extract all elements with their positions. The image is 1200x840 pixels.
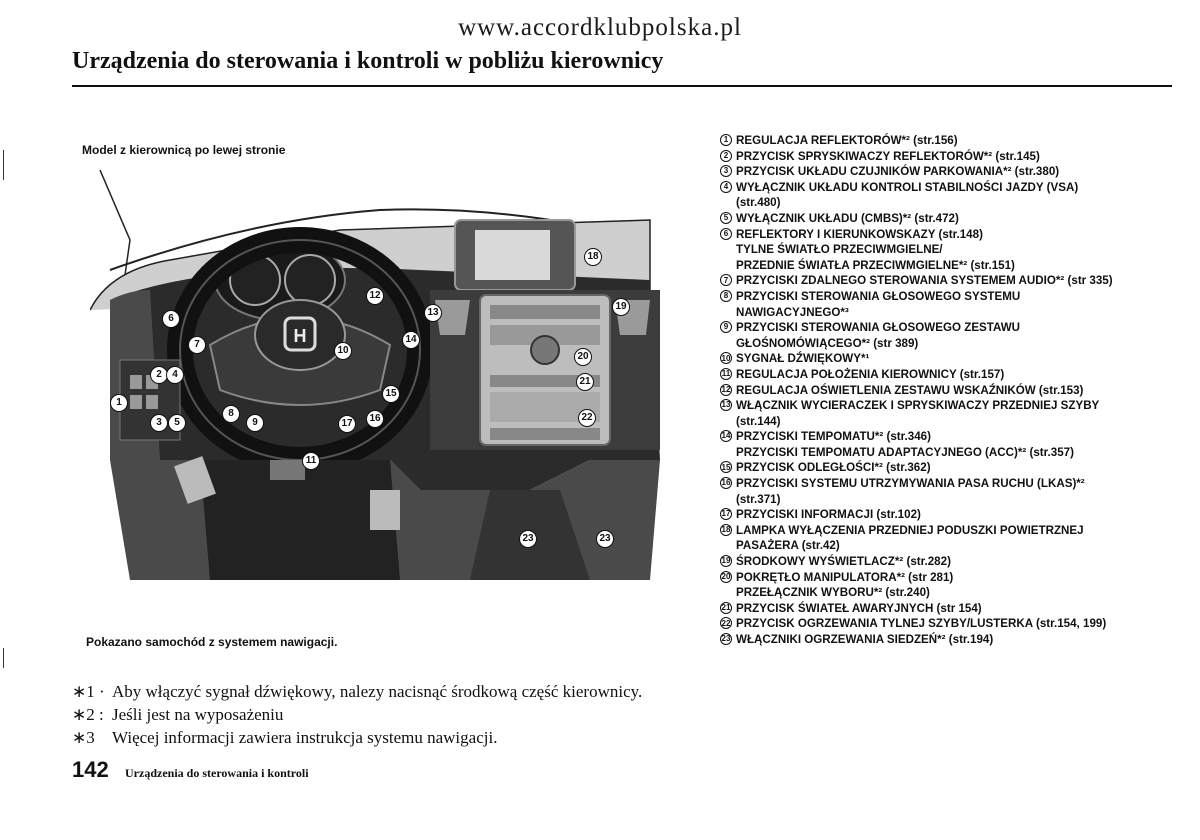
callout-5: 5: [168, 414, 186, 432]
legend-number: 20: [721, 571, 731, 581]
legend-item: [720, 570, 1190, 601]
legend-item: [720, 460, 1190, 476]
legend-number: 1: [720, 134, 732, 146]
legend-number: 12: [721, 384, 731, 394]
legend-number: 9: [720, 321, 732, 333]
callout-20: 20: [574, 348, 592, 366]
legend-number: 23: [721, 634, 731, 644]
legend-text: POKRĘTŁO MANIPULATORA*² (str 281): [736, 570, 954, 584]
legend-text: NAWIGACYJNEGO*³: [736, 305, 849, 319]
legend-number: 2: [720, 150, 732, 162]
figure-caption-top: Model z kierownicą po lewej stronie: [82, 143, 286, 157]
legend-item: [720, 632, 1190, 648]
svg-text:H: H: [293, 326, 307, 346]
legend-text: REGULACJA POŁOŻENIA KIEROWNICY (str.157): [736, 367, 1005, 381]
callout-2: 2: [150, 366, 168, 384]
callout-6: 6: [162, 310, 180, 328]
legend-number: 11: [721, 369, 731, 379]
footnote-text: Jeśli jest na wyposażeniu: [112, 705, 284, 724]
callout-16: 16: [366, 410, 384, 428]
legend-text: WYŁĄCZNIK UKŁADU (CMBS)*² (str.472): [736, 211, 959, 225]
title-rule: [72, 85, 1172, 87]
legend-text: PRZYCISKI SYSTEMU UTRZYMYWANIA PASA RUCHU (LKAS)*²: [736, 477, 1085, 491]
callout-17: 17: [338, 415, 356, 433]
legend-item: [720, 227, 1190, 274]
legend-text: TYLNE ŚWIATŁO PRZECIWMGIELNE/: [736, 243, 943, 257]
legend-item: [720, 554, 1190, 570]
legend-item: [720, 149, 1190, 165]
footnote-mark: ∗2 :: [72, 705, 104, 724]
legend-text: GŁOŚNOMÓWIĄCEGO*² (str 389): [736, 336, 919, 350]
legend-text: REGULACJA REFLEKTORÓW*² (str.156): [736, 134, 958, 147]
callout-9: 9: [246, 414, 264, 432]
footnote-text: Więcej informacji zawiera instrukcja systemu nawigacji.: [112, 728, 498, 747]
legend-number: 5: [720, 212, 732, 224]
callout-23: 23: [519, 530, 537, 548]
legend-text: PRZYCISKI ZDALNEGO STEROWANIA SYSTEMEM AUDIO*² (str 335): [736, 274, 1113, 288]
legend-number: 4: [720, 181, 732, 193]
legend-text: REGULACJA OŚWIETLENIA ZESTAWU WSKAŹNIKÓW (str.153): [736, 383, 1084, 397]
legend-item: [720, 523, 1190, 554]
legend-item: [720, 164, 1190, 180]
page-number: 142: [72, 757, 109, 782]
margin-mark: [3, 648, 4, 668]
legend-item: [720, 133, 1190, 149]
footnote: [72, 703, 642, 726]
legend-text: WYŁĄCZNIK UKŁADU KONTROLI STABILNOŚCI JAZDY (VSA): [736, 180, 1079, 194]
legend-item: [720, 367, 1190, 383]
legend-text: PRZYCISKI TEMPOMATU*² (str.346): [736, 430, 931, 444]
callout-13: 13: [424, 304, 442, 322]
legend-text: WŁĄCZNIK WYCIERACZEK I SPRYSKIWACZY PRZEDNIEJ SZYBY: [736, 399, 1100, 413]
legend-text: SYGNAŁ DŹWIĘKOWY*¹: [736, 352, 870, 366]
footer-section-title: Urządzenia do sterowania i kontroli: [125, 766, 309, 780]
legend-number: 22: [721, 618, 731, 628]
legend-text: (str.371): [736, 492, 781, 506]
legend-number: 8: [720, 290, 732, 302]
footnote-text: Aby włączyć sygnał dźwiękowy, nalezy nacisnąć środkową część kierownicy.: [112, 682, 643, 701]
dashboard-figure: [90, 160, 670, 590]
callout-8: 8: [222, 405, 240, 423]
legend-item: [720, 383, 1190, 399]
callout-11: 11: [302, 452, 320, 470]
callout-15: 15: [382, 385, 400, 403]
legend-number: 14: [721, 431, 731, 441]
legend-text: REFLEKTORY I KIERUNKOWSKAZY (str.148): [736, 227, 983, 241]
callout-3: 3: [150, 414, 168, 432]
legend-number: 21: [721, 603, 731, 613]
legend-text: LAMPKA WYŁĄCZENIA PRZEDNIEJ PODUSZKI POWIETRZNEJ: [736, 523, 1084, 537]
callout-10: 10: [334, 342, 352, 360]
legend-text: (str.144): [736, 414, 781, 428]
legend-text: PRZYCISK UKŁADU CZUJNIKÓW PARKOWANIA*² (str.380): [736, 165, 1060, 179]
legend-number: 10: [721, 353, 731, 363]
page-title: Urządzenia do sterowania i kontroli w pobliżu kierownicy: [72, 48, 664, 74]
callout-4: 4: [166, 366, 184, 384]
legend-text: PRZYCISKI STEROWANIA GŁOSOWEGO SYSTEMU: [736, 289, 1021, 303]
legend-item: [720, 476, 1190, 507]
legend-item: [720, 180, 1190, 211]
legend-text: PRZYCISKI TEMPOMATU ADAPTACYJNEGO (ACC)*² (str.357): [736, 445, 1074, 459]
legend-number: 6: [720, 228, 732, 240]
legend-number: 3: [720, 165, 732, 177]
callout-7: 7: [188, 336, 206, 354]
legend-text: (str.480): [736, 196, 781, 210]
legend-number: 7: [720, 274, 732, 286]
legend-item: [720, 351, 1190, 367]
legend-number: 19: [721, 556, 731, 566]
legend-item: [720, 211, 1190, 227]
callout-23: 23: [596, 530, 614, 548]
legend-text: PRZYCISKI STEROWANIA GŁOSOWEGO ZESTAWU: [736, 321, 1021, 335]
footnote: [72, 680, 642, 703]
legend-item: [720, 320, 1190, 351]
legend-number: 18: [721, 525, 731, 535]
legend-text: PRZYCISK ODLEGŁOŚCI*² (str.362): [736, 461, 931, 475]
legend-text: ŚRODKOWY WYŚWIETLACZ*² (str.282): [736, 555, 951, 569]
legend-number: 15: [721, 462, 731, 472]
footnotes: [72, 680, 642, 749]
margin-mark: [3, 150, 4, 180]
callout-14: 14: [402, 331, 420, 349]
legend-text: PRZYCISK SPRYSKIWACZY REFLEKTORÓW*² (str.145): [736, 149, 1040, 163]
callout-22: 22: [578, 409, 596, 427]
legend-item: [720, 507, 1190, 523]
callout-19: 19: [612, 298, 630, 316]
legend-item: [720, 616, 1190, 632]
callout-21: 21: [576, 373, 594, 391]
figure-caption-bottom: Pokazano samochód z systemem nawigacji.: [86, 635, 338, 649]
callout-1: 1: [110, 394, 128, 412]
legend-number: 16: [721, 478, 731, 488]
legend-item: [720, 601, 1190, 617]
legend-text: PRZEDNIE ŚWIATŁA PRZECIWMGIELNE*² (str.151): [736, 258, 1015, 272]
legend-item: [720, 429, 1190, 460]
callout-18: 18: [584, 248, 602, 266]
site-url: www.accordklubpolska.pl: [458, 14, 742, 41]
legend-number: 17: [721, 509, 731, 519]
legend-number: 13: [721, 400, 731, 410]
legend-text: PRZEŁĄCZNIK WYBORU*² (str.240): [736, 586, 930, 600]
controls-legend: [720, 133, 1190, 648]
footnote: [72, 726, 642, 749]
footnote-mark: ∗3: [72, 728, 95, 747]
legend-text: PRZYCISK OGRZEWANIA TYLNEJ SZYBY/LUSTERKA (str.154, 199): [736, 617, 1107, 631]
legend-item: [720, 273, 1190, 289]
legend-item: [720, 398, 1190, 429]
legend-text: PASAŻERA (str.42): [736, 539, 840, 553]
legend-text: PRZYCISKI INFORMACJI (str.102): [736, 508, 921, 522]
legend-item: [720, 289, 1190, 320]
legend-text: WŁĄCZNIKI OGRZEWANIA SIEDZEŃ*² (str.194): [736, 633, 994, 646]
callout-12: 12: [366, 287, 384, 305]
footnote-mark: ∗1 ·: [72, 682, 105, 701]
legend-text: PRZYCISK ŚWIATEŁ AWARYJNYCH (str 154): [736, 601, 982, 615]
